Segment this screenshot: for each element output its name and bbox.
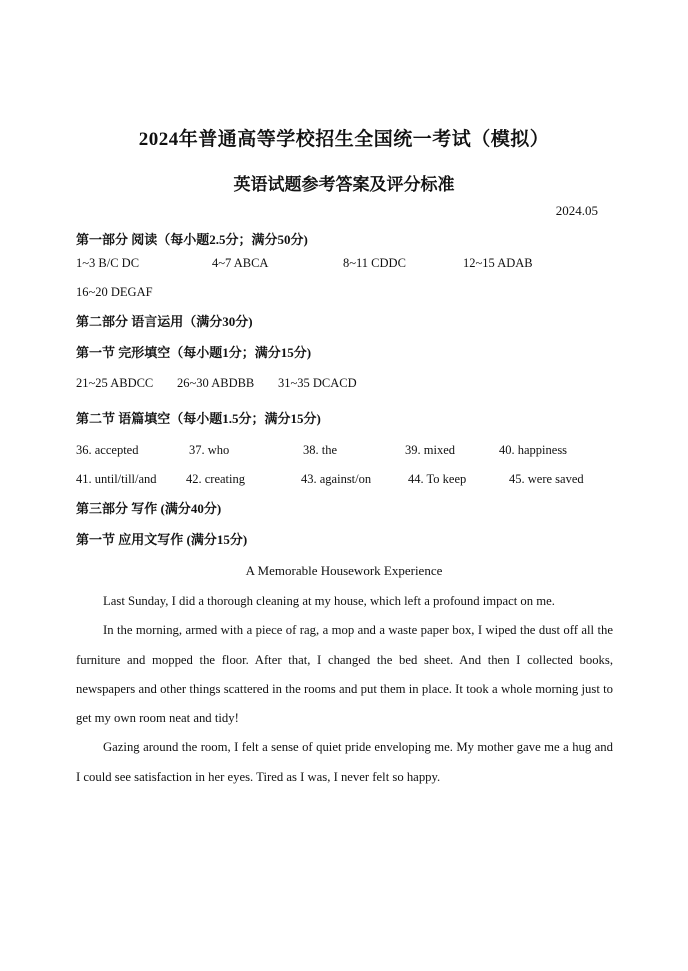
answer-grammar-43: 43. against/on [301,472,372,486]
answer-cloze-2: 26~30 ABDBB [177,376,255,390]
answer-cloze-3: 31~35 DCACD [278,376,357,390]
answer-reading-2: 4~7 ABCA [212,256,269,270]
answer-reading-1: 1~3 B/C DC [76,256,140,270]
section-heading-language: 第二部分 语言运用（满分30分) [76,314,253,329]
essay-paragraph: Last Sunday, I did a thorough cleaning at my house, which left a profound impact on me. [103,594,555,608]
section-heading-cloze: 第一节 完形填空（每小题1分；满分15分) [76,345,312,360]
answer-reading-4: 12~15 ADAB [463,256,533,270]
answer-grammar-37: 37. who [189,443,230,457]
section-heading-grammar: 第二节 语篇填空（每小题1.5分；满分15分) [76,411,321,426]
section-heading-writing: 第三部分 写作 (满分40分) [76,501,222,516]
answer-reading-5: 16~20 DEGAF [76,285,153,299]
essay-body [76,587,613,792]
essay-paragraph: In the morning, armed with a piece of rag, a mop and a waste paper box, I wiped the dust off all the furniture and mopped the floor. After that, I changed the bed sheet. And then I collected books, newspapers and other things scattered in the rooms and put them in place. It took a whole morning just to get my own room neat and tidy! [76,623,613,726]
answer-grammar-42: 42. creating [186,472,246,486]
essay-title: A Memorable Housework Experience [245,563,443,578]
document-title: 2024年普通高等学校招生全国统一考试（模拟） [138,129,550,150]
section-heading-reading: 第一部分 阅读（每小题2.5分；满分50分) [76,232,308,247]
answer-grammar-41: 41. until/till/and [76,472,157,486]
answer-grammar-45: 45. were saved [509,472,584,486]
answer-grammar-44: 44. To keep [408,472,467,486]
document-date: 2024.05 [555,203,598,218]
document-subtitle: 英语试题参考答案及评分标准 [233,175,455,194]
answer-grammar-39: 39. mixed [405,443,455,457]
answer-cloze-1: 21~25 ABDCC [76,376,154,390]
answer-grammar-40: 40. happiness [499,443,568,457]
answer-grammar-38: 38. the [303,443,338,457]
section-heading-practical-writing: 第一节 应用文写作 (满分15分) [76,532,248,547]
answer-reading-3: 8~11 CDDC [343,256,406,270]
essay-paragraph: Gazing around the room, I felt a sense of quiet pride enveloping me. My mother gave me a hug and I could see satisfaction in her eyes. Tired as I was, I never felt so happy. [76,740,613,784]
answer-grammar-36: 36. accepted [76,443,139,457]
